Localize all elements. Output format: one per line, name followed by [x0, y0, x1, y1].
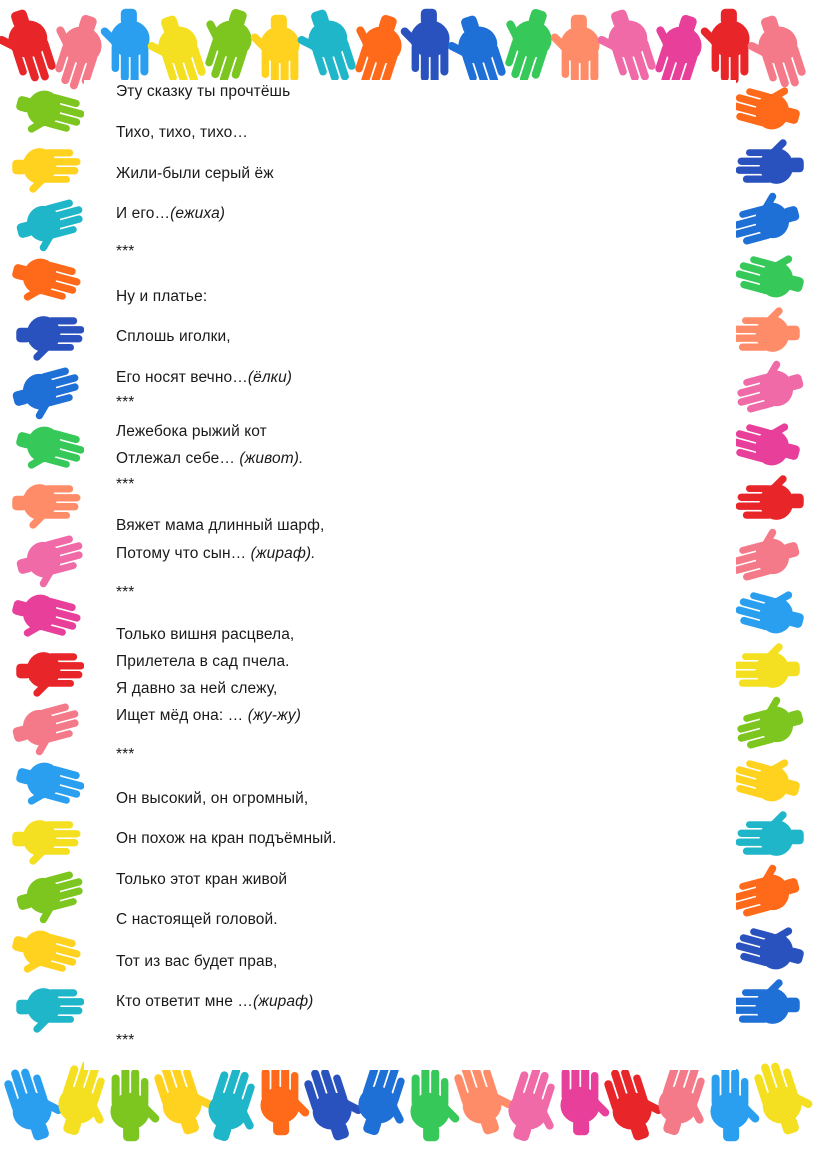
- handprint-icon: [731, 306, 799, 352]
- handprint-icon: [399, 9, 449, 84]
- text-line: Его носят вечно…(ёлки): [116, 369, 293, 386]
- handprint-icon: [13, 196, 91, 258]
- answer: (ёлки): [247, 369, 293, 386]
- text-line: Тот из вас будет прав,: [116, 953, 278, 970]
- handprint-icon: [549, 15, 599, 90]
- handprint-icon: [710, 1066, 760, 1141]
- handprint-icon: [16, 652, 84, 698]
- handprint-icon: [560, 1060, 610, 1135]
- handprint-icon: [6, 588, 84, 650]
- separator: ***: [116, 243, 135, 260]
- text-line: Я давно за ней слежу,: [116, 680, 278, 697]
- handprint-icon: [10, 756, 88, 818]
- handprint-icon: [10, 420, 88, 482]
- handprint-icon: [0, 5, 60, 92]
- handprint-icon: [735, 138, 803, 184]
- answer: (жираф): [252, 993, 314, 1010]
- handprint-icon: [13, 532, 91, 594]
- separator: ***: [116, 476, 135, 493]
- text-line: Он похож на кран подъёмный.: [116, 830, 337, 847]
- handprint-icon: [110, 1066, 160, 1141]
- text-line: С настоящей головой.: [116, 911, 278, 928]
- handprint-icon: [289, 5, 360, 92]
- handprint-icon: [16, 316, 84, 362]
- answer: (жу-жу): [247, 707, 302, 724]
- handprint-icon: [6, 252, 84, 314]
- text-line: Отлежал себе… (живот).: [116, 450, 304, 467]
- text-line: Вяжет мама длинный шарф,: [116, 517, 325, 534]
- text-line: Прилетела в сад пчела.: [116, 653, 290, 670]
- text-line: И его…(ежиха): [116, 205, 226, 222]
- handprint-icon: [750, 1053, 816, 1140]
- text-line: Лежебока рыжий кот: [116, 423, 267, 440]
- handprint-icon: [725, 522, 803, 584]
- handprint-icon: [12, 484, 80, 530]
- handprint-icon: [13, 868, 91, 930]
- handprint-icon: [10, 84, 88, 146]
- handprint-icon: [732, 242, 810, 304]
- text-line: Кто ответит мне …(жираф): [116, 993, 314, 1010]
- handprint-icon: [589, 5, 660, 92]
- handprint-icon: [699, 9, 749, 84]
- handprint-icon: [732, 578, 810, 640]
- handprint-icon: [249, 15, 299, 90]
- text-line: Потому что сын… (жираф).: [116, 545, 316, 562]
- handprint-icon: [725, 858, 803, 920]
- answer: (живот).: [239, 450, 304, 467]
- text-line: Только вишня расцвела,: [116, 626, 295, 643]
- handprint-icon: [99, 9, 149, 84]
- handprint-icon: [729, 690, 807, 752]
- text-line: Ну и платье:: [116, 288, 208, 305]
- handprint-icon: [16, 988, 84, 1034]
- handprint-icon: [735, 474, 803, 520]
- text-line: Жили-были серый ёж: [116, 165, 274, 182]
- text-line: Он высокий, он огромный,: [116, 790, 309, 807]
- answer: (жираф).: [250, 545, 316, 562]
- text-line: Эту сказку ты прочтёшь: [116, 83, 291, 100]
- handprint-icon: [725, 186, 803, 248]
- text-line: Тихо, тихо, тихо…: [116, 124, 248, 141]
- handprint-icon: [12, 148, 80, 194]
- separator: ***: [116, 746, 135, 763]
- handprint-icon: [9, 364, 87, 426]
- handprint-icon: [410, 1066, 460, 1141]
- separator: ***: [116, 1032, 135, 1049]
- separator: ***: [116, 394, 135, 411]
- handprint-icon: [732, 914, 810, 976]
- handprint-icon: [260, 1060, 310, 1135]
- text-line: Ищет мёд она: … (жу-жу): [116, 707, 302, 724]
- text-line: Только этот кран живой: [116, 871, 288, 888]
- handprint-icon: [739, 11, 810, 98]
- handprint-icon: [735, 810, 803, 856]
- handprint-icon: [729, 354, 807, 416]
- answer: (ежиха): [170, 205, 226, 222]
- handprint-icon: [731, 642, 799, 688]
- handprint-icon: [6, 924, 84, 986]
- handprint-icon: [731, 978, 799, 1024]
- text-line: Сплошь иголки,: [116, 328, 231, 345]
- handprint-icon: [728, 746, 806, 808]
- handprint-icon: [728, 410, 806, 472]
- separator: ***: [116, 584, 135, 601]
- handprint-icon: [9, 700, 87, 762]
- handprint-icon: [12, 820, 80, 866]
